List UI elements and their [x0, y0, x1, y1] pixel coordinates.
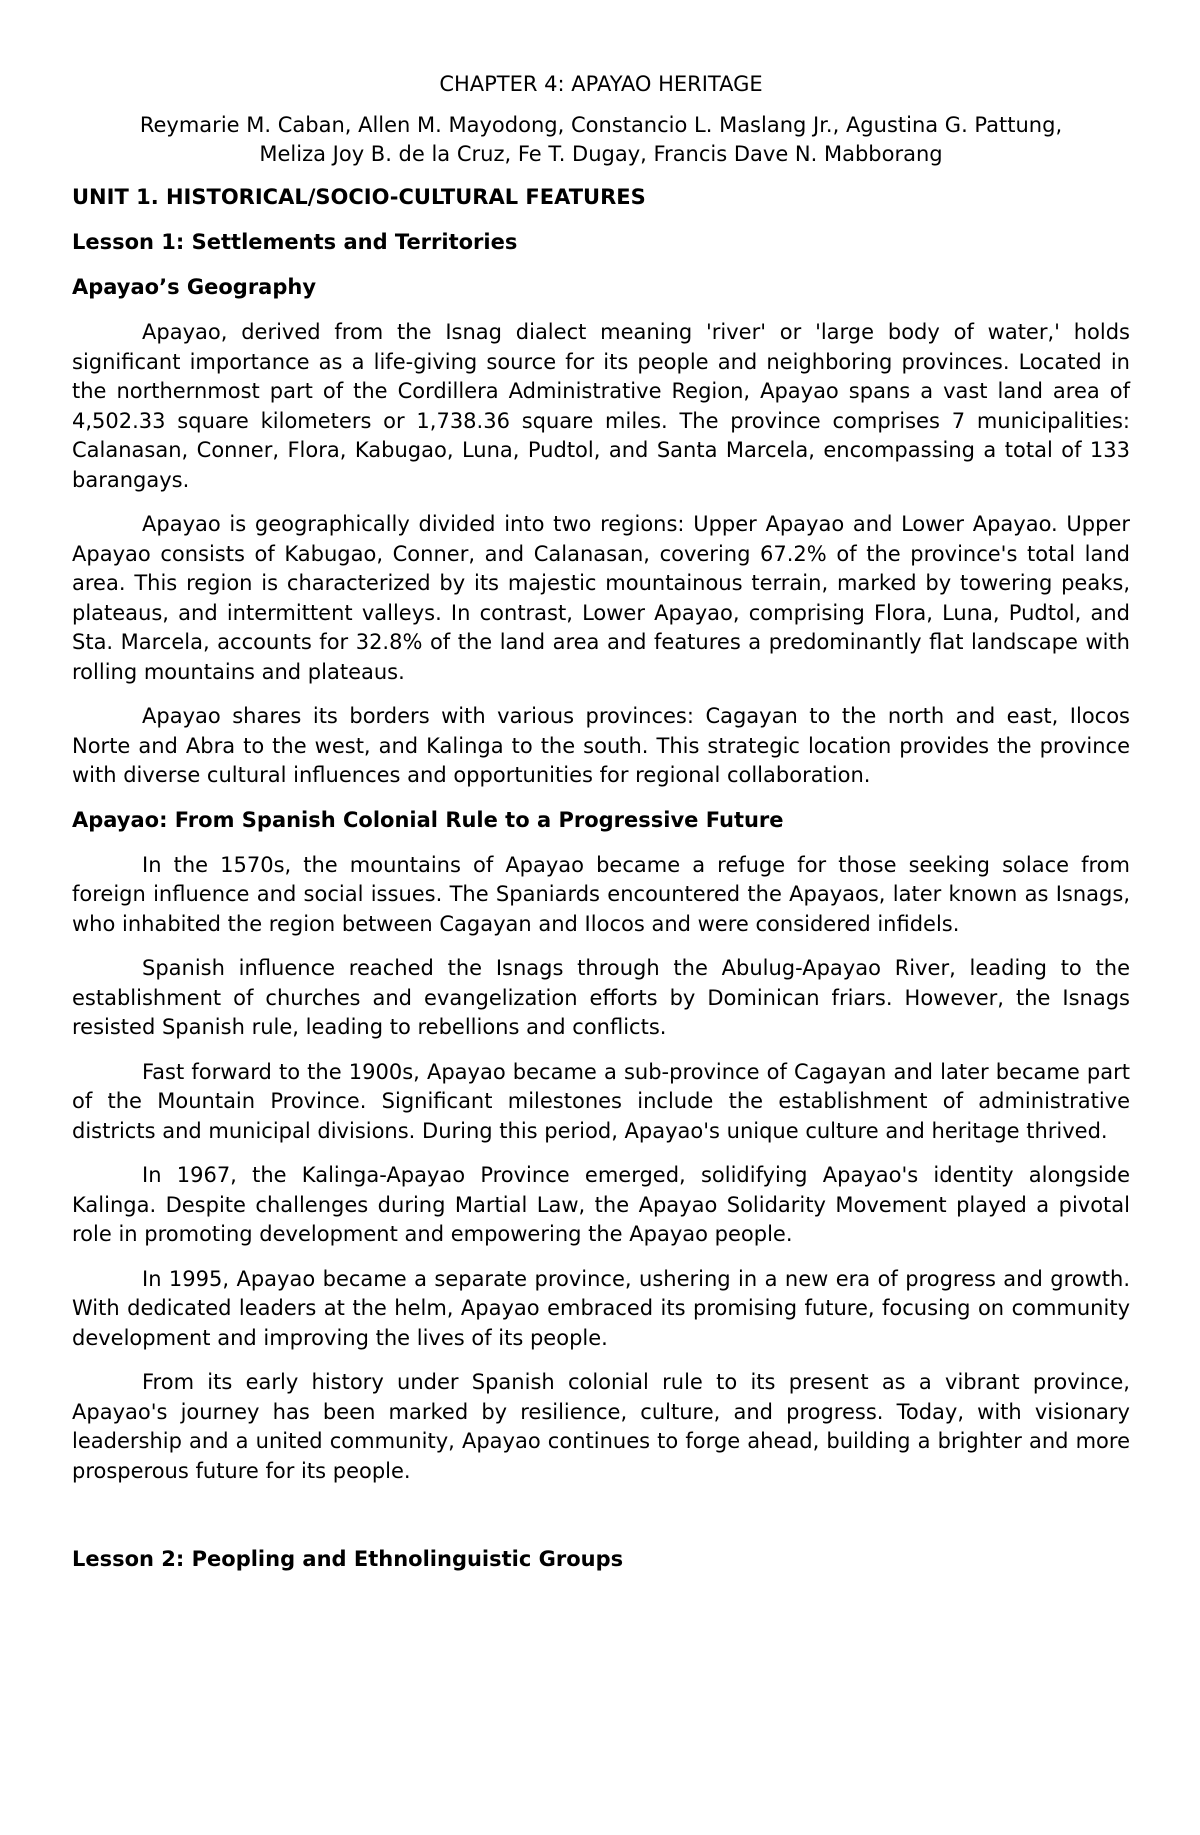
history-paragraph-3: Fast forward to the 1900s, Apayao became a sub-province of Cagayan and later became part of the Mountain Province. Significant milestones include the establishment of administrative districts and municipal divisions. During this period, Apayao's unique culture and heritage thrived. — [72, 1059, 1130, 1143]
lesson-1-heading: Lesson 1: Settlements and Territories — [72, 230, 518, 254]
geography-paragraph-1: Apayao, derived from the Isnag dialect meaning 'river' or 'large body of water,' holds significant importance as a life-giving source for its people and neighboring provinces. Located in the northernmost part of the Cordillera Administrative Region, Apayao spans a vast land area of 4,502.33 square kilometers or 1,738.36 square miles. The province comprises 7 municipalities: Calanasan, Conner, Flora, Kabugao, Luna, Pudtol, and Santa Marcela, encompassing a total of 133 barangays. — [72, 320, 1130, 492]
lesson-2-heading: Lesson 2: Peopling and Ethnolinguistic Groups — [72, 1547, 624, 1571]
author-list-line-1: Reymarie M. Caban, Allen M. Mayodong, Constancio L. Maslang Jr., Agustina G. Pattung, — [139, 113, 1063, 137]
geography-paragraph-3: Apayao shares its borders with various provinces: Cagayan to the north and east, Ilocos Norte and Abra to the west, and Kalinga to the south. This strategic location provides the province with diverse cultural influences and opportunities for regional collaboration. — [72, 704, 1130, 787]
history-paragraph-5: In 1995, Apayao became a separate province, ushering in a new era of progress and growth. With dedicated leaders at the helm, Apayao embraced its promising future, focusing on community development and improving the lives of its people. — [72, 1266, 1130, 1350]
author-list-line-2: Meliza Joy B. de la Cruz, Fe T. Dugay, Francis Dave N. Mabborang — [259, 142, 943, 166]
history-paragraph-1: In the 1570s, the mountains of Apayao became a refuge for those seeking solace from foreign influence and social issues. The Spaniards encountered the Apayaos, later known as Isnags, who inhabited the region between Cagayan and Ilocos and were considered infidels. — [72, 852, 1130, 936]
document-page — [72, 70, 1130, 1590]
chapter-title: CHAPTER 4: APAYAO HERITAGE — [439, 72, 763, 96]
geography-paragraph-2: Apayao is geographically divided into two regions: Upper Apayao and Lower Apayao. Upper Apayao consists of Kabugao, Conner, and Calanasan, covering 67.2% of the province's total land area. This region is characterized by its majestic mountainous terrain, marked by towering peaks, plateaus, and intermittent valleys. In contrast, Lower Apayao, comprising Flora, Luna, Pudtol, and Sta. Marcela, accounts for 32.8% of the land area and features a predominantly flat landscape with rolling mountains and plateaus. — [72, 512, 1130, 684]
unit-heading: UNIT 1. HISTORICAL/SOCIO-CULTURAL FEATURES — [72, 185, 646, 209]
author-list — [72, 111, 1130, 169]
history-paragraph-6: From its early history under Spanish colonial rule to its present as a vibrant province, Apayao's journey has been marked by resilience, culture, and progress. Today, with visionary leadership and a united community, Apayao continues to forge ahead, building a brighter and more prosperous future for its people. — [72, 1370, 1130, 1483]
history-heading: Apayao: From Spanish Colonial Rule to a Progressive Future — [72, 807, 784, 832]
section-spacer — [72, 1501, 1130, 1545]
history-paragraph-4: In 1967, the Kalinga-Apayao Province emerged, solidifying Apayao's identity alongside Kalinga. Despite challenges during Martial Law, the Apayao Solidarity Movement played a pivotal role in promoting development and empowering the Apayao people. — [72, 1163, 1130, 1246]
history-paragraph-2: Spanish influence reached the Isnags through the Abulug-Apayao River, leading to the establishment of churches and evangelization efforts by Dominican friars. However, the Isnags resisted Spanish rule, leading to rebellions and conflicts. — [72, 956, 1130, 1039]
geography-heading: Apayao’s Geography — [72, 275, 317, 299]
